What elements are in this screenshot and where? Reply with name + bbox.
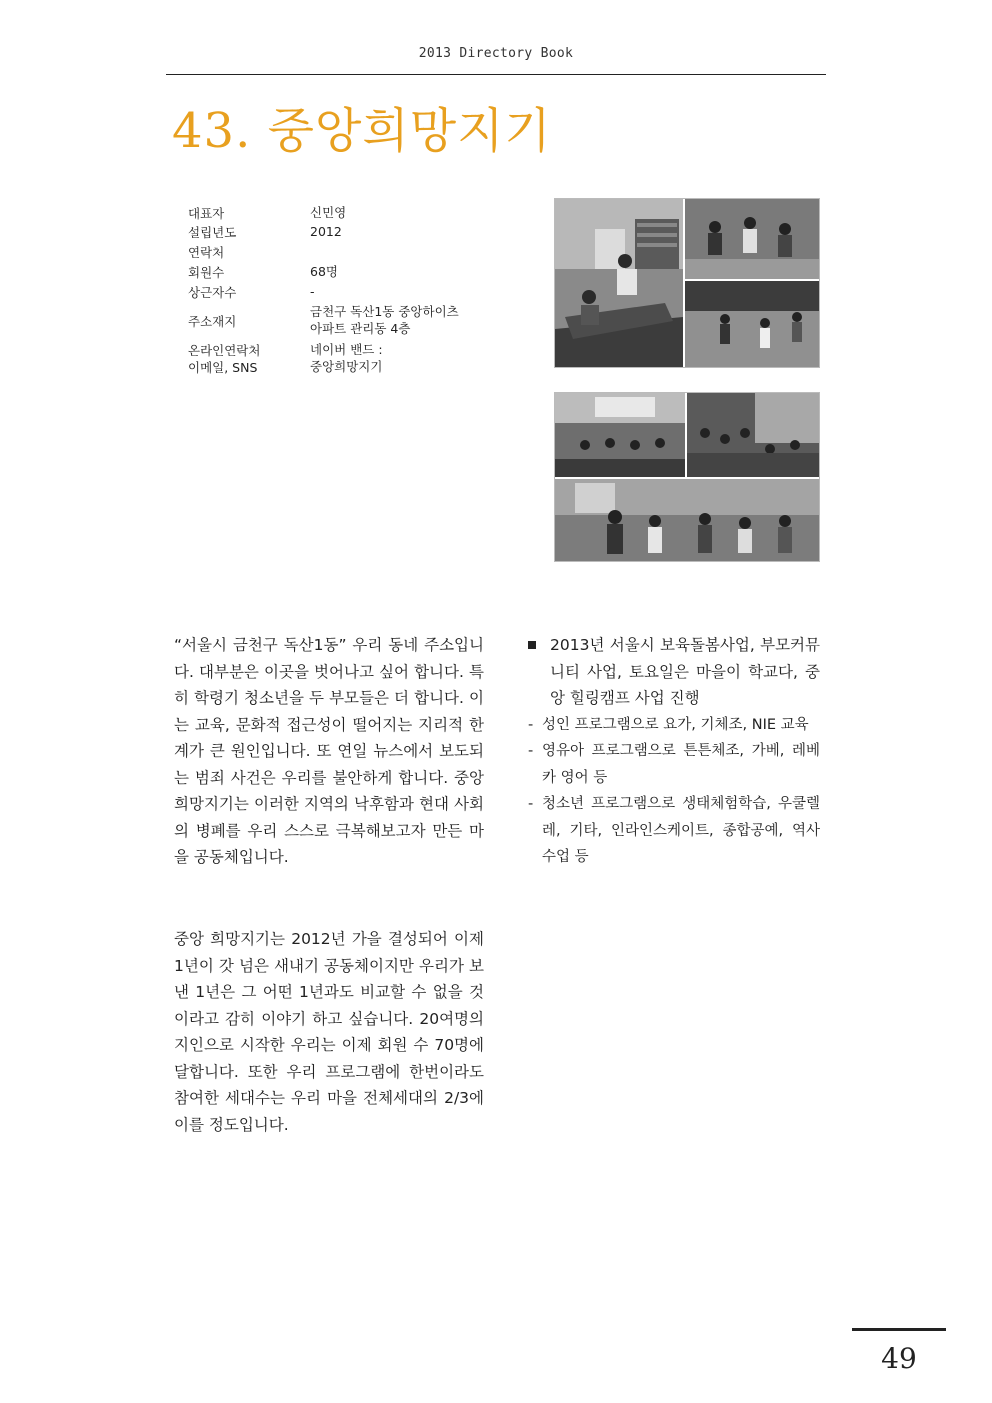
body-left-column-second xyxy=(174,926,484,1138)
body-left-column xyxy=(174,632,484,871)
intro-paragraph: “서울시 금천구 독산1동” 우리 동네 주소입니다. 대부분은 이곳을 벗어나고 싶어 합니다. 특히 학령기 청소년을 두 부모들은 더 합니다. 이는 교육, 문화적 접근성이 떨어지는 지리적 한계가 큰 원인입니다. 또 연일 뉴스에서 보도되는 범죄 사건은 우리를 불안하게 합니다. 중앙희망지기는 이러한 지역의 낙후함과 현대 사회의 병폐를 우리 스스로 극복해보고자 만든 마을 공동체입니다. xyxy=(174,636,484,866)
program-bullet-text: 2013년 서울시 보육돌봄사업, 부모커뮤니티 사업, 토요일은 마을이 학교다, 중앙 힐링캠프 사업 진행 xyxy=(550,636,820,707)
info-value: - xyxy=(310,284,315,299)
info-label-line: 이메일, SNS xyxy=(188,360,258,375)
page-number: 49 xyxy=(881,1342,917,1375)
info-label: 연락처 xyxy=(188,245,225,260)
info-label: 주소재지 xyxy=(188,314,237,329)
info-value: 68명 xyxy=(310,264,338,279)
info-value-line: 중앙희망지기 xyxy=(310,359,383,374)
program-item-text: 청소년 프로그램으로 생태체험학습, 우쿨렐레, 기타, 인라인스케이트, 종합공예, 역사 수업 등 xyxy=(542,796,820,865)
info-label: 대표자 xyxy=(188,206,225,221)
dash-marker: - xyxy=(528,796,534,812)
info-label: 설립년도 xyxy=(188,225,237,240)
info-value: 신민영 xyxy=(310,205,347,220)
header-rule xyxy=(166,74,826,75)
dash-marker: - xyxy=(528,716,534,733)
history-paragraph: 중앙 희망지기는 2012년 가을 결성되어 이제 1년이 갓 넘은 새내기 공동체이지만 우리가 보낸 1년은 그 어떤 1년과도 비교할 수 없을 것이라고 감히 이야기 하고 싶습니다. 20여명의 지인으로 시작한 우리는 이제 회원 수 70명에 달합니다. 또한 우리 프로그램에 한번이라도 참여한 세대수는 우리 마을 전체세대의 2/3에 이를 정도입니다. xyxy=(174,930,484,1134)
page-title: 43. 중앙희망지기 xyxy=(172,103,552,159)
program-item-text: 영유아 프로그램으로 튼튼체조, 가베, 레베카 영어 등 xyxy=(542,743,820,786)
info-label-line: 온라인연락처 xyxy=(188,343,261,358)
program-item-text: 성인 프로그램으로 요가, 기체조, NIE 교육 xyxy=(542,716,809,733)
header-title: 2013 Directory Book xyxy=(418,46,574,61)
program-item-adult xyxy=(528,712,820,739)
info-value-line: 아파트 관리동 4층 xyxy=(310,321,411,336)
program-item-youth xyxy=(528,791,820,871)
photo-collage-top-image xyxy=(555,199,819,367)
body-right-column xyxy=(528,632,820,871)
info-label: 상근자수 xyxy=(188,285,237,300)
photo-collage-top xyxy=(554,198,820,368)
info-value: 2012 xyxy=(310,224,342,239)
square-bullet-icon xyxy=(528,641,536,649)
info-label: 회원수 xyxy=(188,265,225,280)
photo-collage-bottom-image xyxy=(555,393,819,561)
footer-rule xyxy=(852,1328,946,1331)
info-value-line: 금천구 독산1동 중앙하이츠 xyxy=(310,304,459,319)
program-bullet xyxy=(528,632,820,712)
dash-marker: - xyxy=(528,743,534,759)
photo-collage-bottom xyxy=(554,392,820,562)
info-value-line: 네이버 밴드 : xyxy=(310,342,383,357)
program-item-infant xyxy=(528,738,820,791)
